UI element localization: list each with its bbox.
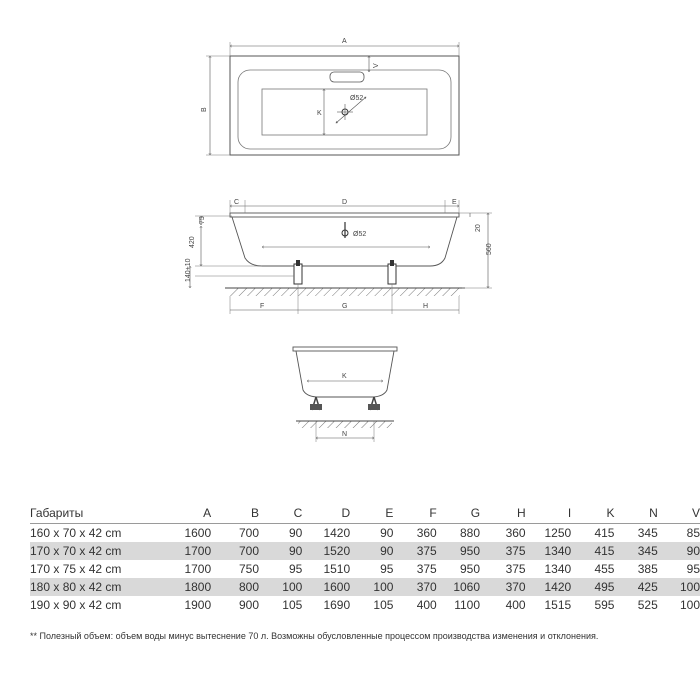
dim-g-label: G	[342, 303, 348, 310]
table-cell: 1690	[323, 598, 351, 612]
header-cell: C	[259, 503, 302, 524]
table-row	[30, 560, 700, 578]
table-cell: 400	[416, 598, 437, 612]
table-cell: 100	[350, 578, 393, 596]
table-cell: 1700	[184, 562, 212, 576]
dim-n-label: N	[342, 431, 348, 438]
table-cell: 950	[460, 562, 481, 576]
table-row	[30, 578, 700, 596]
table-cell: 160 x 70 x 42 cm	[30, 526, 122, 540]
header-cell: F	[393, 503, 436, 524]
table-row	[30, 596, 700, 614]
table-cell: 360	[505, 526, 526, 540]
table-cell: 1510	[323, 562, 351, 576]
table-cell: 1515	[544, 598, 572, 612]
table-cell: 700	[238, 526, 259, 540]
dim-e-label: E	[452, 199, 457, 206]
table-cell: 375	[480, 542, 526, 560]
footnote: ** Полезный объем: объем воды минус вытеснение 70 л. Возможны обусловленные процессом производства изменения и отклонения.	[30, 631, 599, 641]
right-foot	[388, 264, 396, 284]
table-row	[30, 524, 700, 543]
table-cell: 1060	[437, 578, 480, 596]
table-cell: 1600	[184, 526, 212, 540]
table-cell: 90	[380, 526, 394, 540]
table-cell: 370	[393, 578, 436, 596]
table-cell: 385	[637, 562, 658, 576]
table-cell: 190 x 90 x 42 cm	[30, 598, 122, 612]
end-view	[293, 347, 397, 442]
top-view-dim-k-label: K	[317, 110, 322, 117]
table-cell: 95	[288, 562, 303, 576]
table-cell: 95	[686, 562, 700, 576]
side-view	[185, 199, 493, 314]
end-view-dim-k-label: K	[342, 373, 347, 380]
table-cell: 345	[614, 542, 657, 560]
table-cell: 105	[282, 598, 303, 612]
dimensions-table	[30, 503, 700, 614]
header-cell: Габариты	[30, 503, 149, 524]
end-view-floor-hatch	[298, 421, 392, 428]
table-cell: 1520	[302, 542, 350, 560]
header-cell: E	[350, 503, 393, 524]
table-cell: 1800	[149, 578, 212, 596]
table-cell: 375	[416, 562, 437, 576]
table-cell: 1250	[544, 526, 572, 540]
table-header-row	[30, 503, 700, 524]
side-view-rim	[230, 213, 459, 217]
table-cell: 495	[571, 578, 614, 596]
header-cell: B	[211, 503, 259, 524]
table-cell: 90	[658, 542, 700, 560]
table-cell: 415	[594, 526, 615, 540]
table-cell: 595	[594, 598, 615, 612]
dim-d-label: D	[342, 199, 348, 206]
table-cell: 415	[571, 542, 614, 560]
floor-hatch	[230, 288, 460, 296]
top-view-drain-label: Ø52	[350, 95, 364, 102]
side-view-drain-label: Ø52	[353, 231, 367, 238]
end-view-rim	[293, 347, 397, 351]
left-foot	[294, 264, 302, 284]
table-cell: 375	[505, 562, 526, 576]
dim-20-label: 20	[475, 224, 482, 232]
table-cell: 375	[393, 542, 436, 560]
table-cell: 100	[259, 578, 302, 596]
table-cell: 1600	[302, 578, 350, 596]
table-cell: 455	[594, 562, 615, 576]
dim-b-label: B	[201, 107, 208, 112]
table-cell: 525	[637, 598, 658, 612]
dim-140-label: 140+10	[185, 258, 192, 282]
table-cell: 90	[350, 542, 393, 560]
table-cell: 100	[679, 598, 700, 612]
dim-420-label: 420	[189, 236, 196, 248]
dim-75-label: 75	[199, 216, 206, 224]
table-cell: 360	[416, 526, 437, 540]
table-cell: 170 x 75 x 42 cm	[30, 562, 122, 576]
table-cell: 90	[288, 526, 303, 540]
dim-560-label: 560	[486, 243, 493, 255]
table-cell: 880	[460, 526, 481, 540]
top-view-outer-rim	[230, 56, 459, 155]
table-cell: 345	[637, 526, 658, 540]
dim-a-label: A	[342, 38, 347, 45]
table-cell: 170 x 70 x 42 cm	[30, 542, 149, 560]
table-cell: 1340	[526, 542, 572, 560]
table-cell: 180 x 80 x 42 cm	[30, 578, 149, 596]
header-cell: D	[302, 503, 350, 524]
dim-c-label: C	[234, 199, 240, 206]
table-cell: 370	[480, 578, 526, 596]
dim-h-label: H	[423, 303, 429, 310]
table-cell: 400	[505, 598, 526, 612]
table-cell: 1420	[323, 526, 351, 540]
header-cell: K	[571, 503, 614, 524]
table-cell: 105	[373, 598, 394, 612]
table-row	[30, 542, 700, 560]
table-cell: 85	[686, 526, 700, 540]
top-view	[201, 38, 459, 155]
header-cell: I	[526, 503, 572, 524]
table-cell: 900	[238, 598, 259, 612]
dim-f-label: F	[260, 303, 265, 310]
table-cell: 950	[437, 542, 480, 560]
table-cell: 1900	[184, 598, 212, 612]
table-cell: 800	[211, 578, 259, 596]
header-cell: H	[480, 503, 526, 524]
header-cell: G	[437, 503, 480, 524]
table-cell: 1420	[526, 578, 572, 596]
table-cell: 100	[658, 578, 700, 596]
table-cell: 95	[380, 562, 394, 576]
overflow-outlet	[330, 72, 364, 82]
header-cell: A	[149, 503, 212, 524]
table-cell: 1700	[149, 542, 212, 560]
table-cell: 750	[238, 562, 259, 576]
table-cell: 1100	[454, 598, 481, 612]
table-cell: 1340	[544, 562, 572, 576]
header-cell: V	[658, 503, 700, 524]
table-cell: 425	[614, 578, 657, 596]
table-cell: 90	[259, 542, 302, 560]
table-cell: 700	[211, 542, 259, 560]
header-cell: N	[614, 503, 657, 524]
dim-v-label: V	[373, 63, 380, 68]
